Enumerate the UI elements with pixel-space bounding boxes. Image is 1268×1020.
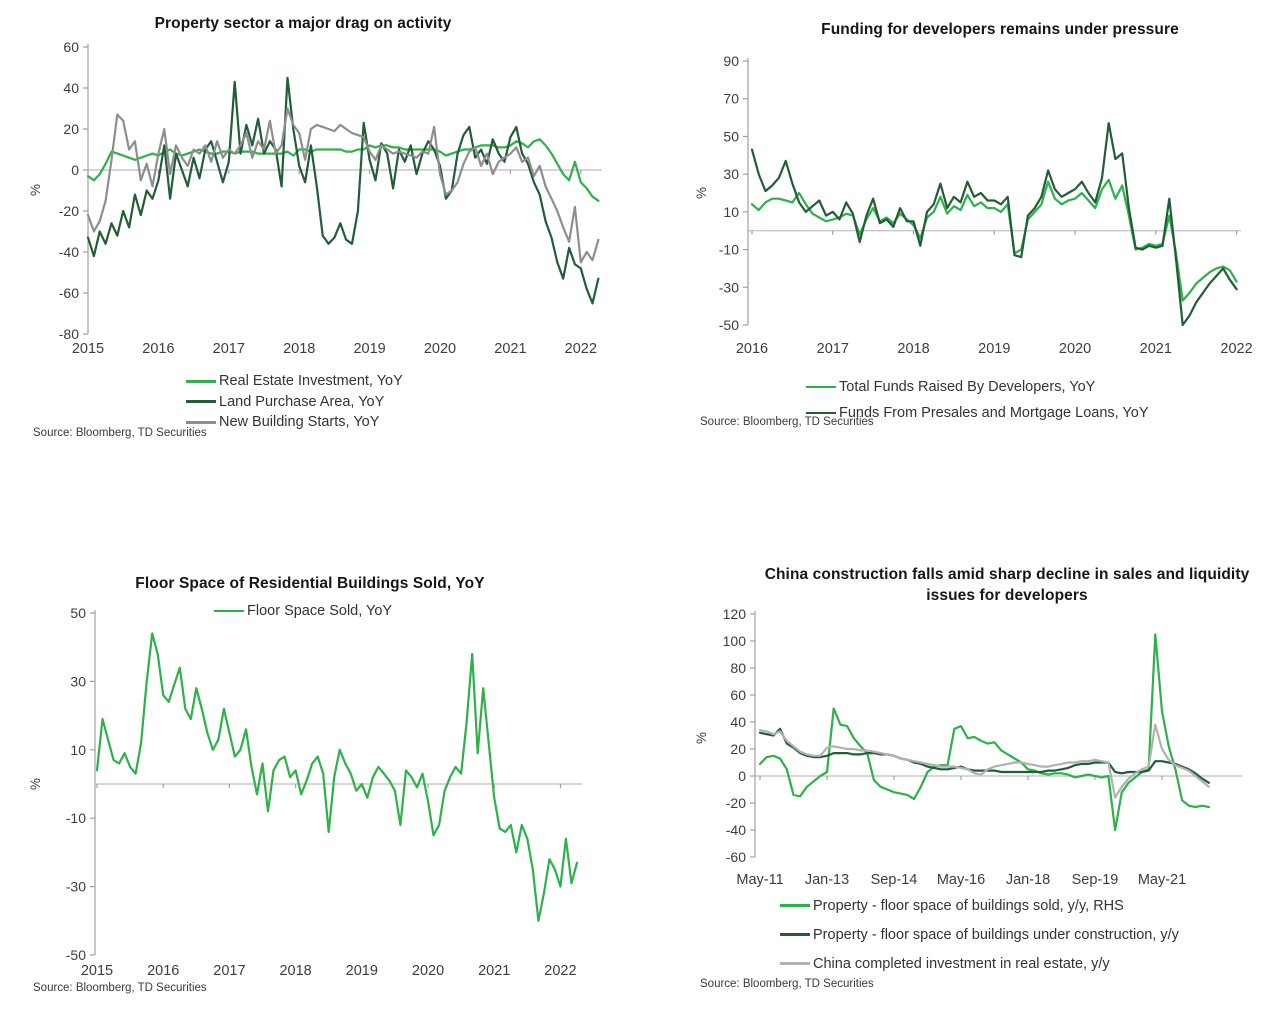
y-tick-label: 60 [730,687,746,703]
x-tick-label: 2019 [353,341,386,357]
y-tick-label: 50 [723,128,739,145]
legend-item [806,374,1149,400]
y-tick-label: -50 [718,317,739,333]
y-axis-unit-label: % [694,731,709,745]
legend-line-swatch [780,933,810,936]
x-tick-label: May-16 [936,872,986,888]
x-tick-label: 2022 [564,341,597,357]
y-tick-label: -30 [718,279,739,296]
chart-title: Funding for developers remains under pressure [821,21,1179,38]
x-tick-label: 2022 [1220,341,1253,357]
y-axis-unit-label: % [694,186,709,200]
legend-line-swatch [186,400,216,403]
y-tick-label: 20 [730,741,746,757]
x-tick-label: Jan-13 [804,872,850,888]
chart-source: Source: Bloomberg, TD Securities [700,416,874,428]
x-tick-label: 2015 [80,963,114,979]
y-tick-label: 0 [738,768,746,784]
y-tick-label: -20 [725,795,746,811]
legend-label: Real Estate Investment, YoY [219,373,403,390]
chart-title: Floor Space of Residential Buildings Sold, YoY [135,575,485,592]
series-line [760,729,1209,783]
y-tick-label: -40 [58,244,79,260]
x-tick-label: May-11 [736,872,784,888]
y-axis-unit-label: % [28,777,43,791]
y-tick-label: 30 [70,673,86,690]
legend-line-swatch [186,380,216,383]
legend-item [186,392,403,413]
x-tick-label: 2017 [213,963,246,979]
x-tick-label: 2016 [147,963,180,979]
x-tick-label: 2017 [816,341,849,357]
legend-label: China completed investment in real estate, y/y [813,955,1110,972]
legend-label: Total Funds Raised By Developers, YoY [839,379,1096,395]
legend-item [214,602,392,620]
y-tick-label: -40 [725,822,746,838]
legend-item [186,371,403,392]
x-tick-label: 2021 [478,963,511,979]
legend-label: Land Purchase Area, YoY [219,393,385,410]
legend-line-swatch [214,610,244,613]
legend-line-swatch [186,421,216,424]
x-tick-label: Jan-18 [1005,872,1051,888]
chart-property-activity [0,0,634,510]
y-tick-label: -60 [58,285,79,301]
y-tick-label: 50 [70,605,86,621]
y-tick-label: 90 [723,53,739,69]
x-tick-label: Sep-19 [1071,872,1119,888]
y-tick-label: -80 [58,326,79,342]
x-tick-label: 2019 [345,963,378,979]
legend-line-swatch [780,962,810,965]
legend-label: Floor Space Sold, YoY [247,603,393,619]
chart-source: Source: Bloomberg, TD Securities [700,978,874,990]
chart-plot [0,510,634,1020]
y-tick-label: 60 [63,39,79,55]
legend-line-swatch [806,412,836,415]
y-tick-label: 0 [71,162,79,178]
legend-line-swatch [806,386,836,389]
x-tick-label: 2021 [494,341,527,357]
y-tick-label: 120 [722,606,746,622]
chart-floor-space-sold [0,510,634,1020]
x-tick-label: 2016 [142,341,175,357]
x-tick-label: 2021 [1139,341,1172,357]
legend-item [186,412,403,433]
x-tick-label: May-21 [1137,872,1187,888]
x-tick-label: 2019 [978,341,1011,357]
chart-china-construction [634,510,1268,1020]
y-tick-label: 80 [730,660,746,676]
chart-legend [214,602,392,620]
legend-label: Funds From Presales and Mortgage Loans, YoY [839,405,1149,421]
y-tick-label: 30 [723,166,739,183]
x-tick-label: 2016 [735,341,769,357]
series-line [88,78,598,303]
y-tick-label: -50 [65,947,86,963]
x-tick-label: 2018 [283,341,316,357]
y-tick-label: 10 [723,203,739,220]
legend-item [780,920,1179,949]
x-tick-label: 2018 [279,963,312,979]
chart-legend [186,371,403,433]
x-tick-label: 2020 [1058,341,1092,357]
x-tick-label: 2022 [544,963,577,979]
y-tick-label: -10 [718,241,739,258]
chart-title: China construction falls amid sharp decline in sales and liquidity issues for developers [764,566,1250,604]
y-tick-label: 10 [70,741,86,758]
chart-title: Property sector a major drag on activity [154,15,452,32]
y-tick-label: 40 [730,714,746,730]
legend-label: Property - floor space of buildings under construction, y/y [813,926,1179,943]
chart-developer-funding [634,0,1268,510]
chart-plot [634,0,1268,510]
x-tick-label: 2017 [212,341,245,357]
legend-item [780,891,1179,920]
y-tick-label: 40 [63,80,79,96]
chart-legend [780,891,1179,978]
series-line [88,109,598,263]
y-tick-label: 100 [722,633,746,649]
legend-label: Property - floor space of buildings sold, y/y, RHS [813,897,1124,914]
chart-source: Source: Bloomberg, TD Securities [33,427,207,439]
y-tick-label: 70 [723,90,739,107]
x-tick-label: 2020 [423,341,457,357]
x-tick-label: 2018 [897,341,930,357]
x-tick-label: Sep-14 [870,872,918,888]
series-line [97,634,577,921]
y-tick-label: -10 [65,810,86,827]
x-tick-label: 2020 [411,963,445,979]
x-tick-label: 2015 [71,341,105,357]
series-line [760,634,1209,830]
y-tick-label: -20 [58,203,79,219]
y-tick-label: 20 [63,121,79,137]
y-tick-label: -30 [65,878,86,895]
y-tick-label: -60 [725,849,746,865]
legend-item [780,949,1179,978]
legend-line-swatch [780,904,810,907]
series-line [752,123,1237,325]
y-axis-unit-label: % [28,183,43,197]
legend-label: New Building Starts, YoY [219,414,380,431]
chart-source: Source: Bloomberg, TD Securities [33,982,207,994]
